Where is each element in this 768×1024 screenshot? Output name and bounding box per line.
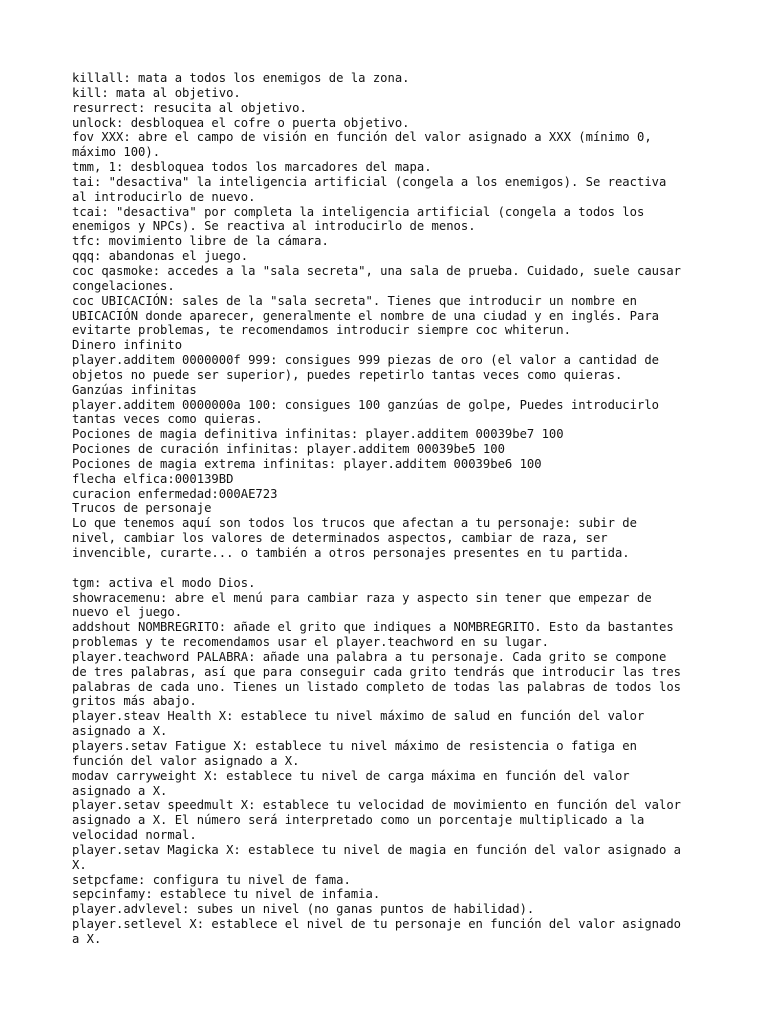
- text-line: addshout NOMBREGRITO: añade el grito que indiques a NOMBREGRITO. Esto da bastantes: [72, 620, 674, 635]
- text-line: enemigos y NPCs). Se reactiva al introducirlo de menos.: [72, 219, 476, 234]
- text-line: player.setav speedmult X: establece tu velocidad de movimiento en función del valor: [72, 798, 682, 813]
- text-line: setpcfame: configura tu nivel de fama.: [72, 872, 351, 887]
- text-line: unlock: desbloquea el cofre o puerta objetivo.: [72, 115, 410, 130]
- text-line: invencible, curarte... o también a otros personajes presentes en tu partida.: [72, 546, 630, 560]
- text-line: Pociones de curación infinitas: player.additem 00039be5 100: [72, 442, 505, 457]
- text-line: player.steav Health X: establece tu nivel máximo de salud en función del valor: [72, 709, 645, 724]
- text-line: máximo 100).: [72, 145, 161, 160]
- text-line: X.: [72, 857, 87, 872]
- text-line: player.additem 0000000f 999: consigues 999 piezas de oro (el valor a cantidad de: [72, 353, 659, 368]
- text-line: modav carryweight X: establece tu nivel de carga máxima en función del valor: [72, 768, 630, 783]
- text-line: player.additem 0000000a 100: consigues 100 ganzúas de golpe, Puedes introducirlo: [72, 397, 659, 412]
- section-heading: Dinero infinito: [72, 338, 183, 353]
- text-line: killall: mata a todos los enemigos de la zona.: [72, 71, 410, 85]
- text-line: Pociones de magia definitiva infinitas: player.additem 00039be7 100: [72, 427, 564, 442]
- text-line: fov XXX: abre el campo de visión en función del valor asignado a XXX (mínimo 0,: [72, 130, 652, 145]
- text-line: a X.: [72, 931, 102, 946]
- text-line: kill: mata al objetivo.: [72, 85, 241, 100]
- text-line: UBICACIÓN donde aparecer, generalmente el nombre de una ciudad y en inglés. Para: [72, 308, 659, 323]
- text-line: asignado a X.: [72, 783, 168, 798]
- text-line: velocidad normal.: [72, 828, 197, 843]
- text-line: qqq: abandonas el juego.: [72, 249, 249, 264]
- text-line: players.setav Fatigue X: establece tu nivel máximo de resistencia o fatiga en: [72, 738, 637, 753]
- section-heading: Ganzúas infinitas: [72, 382, 197, 397]
- text-line: tfc: movimiento libre de la cámara.: [72, 234, 329, 249]
- document-page: [72, 71, 702, 947]
- blank-line: [72, 561, 702, 576]
- text-line: evitarte problemas, te recomendamos introducir siempre coc whiterun.: [72, 323, 571, 338]
- text-line: tgm: activa el modo Dios.: [72, 575, 256, 590]
- text-line: asignado a X.: [72, 724, 168, 739]
- text-line: función del valor asignado a X.: [72, 753, 300, 768]
- text-line: de tres palabras, así que para conseguir cada grito tendrás que introducir las tres: [72, 664, 682, 679]
- text-line: al introducirlo de nuevo.: [72, 189, 256, 204]
- text-line: gritos más abajo.: [72, 694, 197, 709]
- text-line: asignado a X. El número será interpretado como un porcentaje multiplicado a la: [72, 813, 645, 828]
- text-line: sepcinfamy: establece tu nivel de infamia.: [72, 887, 381, 902]
- text-line: congelaciones.: [72, 278, 175, 293]
- text-line: problemas y te recomendamos usar el player.teachword en su lugar.: [72, 635, 549, 650]
- text-line: player.advlevel: subes un nivel (no ganas puntos de habilidad).: [72, 902, 535, 917]
- text-line: flecha elfica:000139BD: [72, 471, 234, 486]
- text-line: player.setlevel X: establece el nivel de tu personaje en función del valor asignado: [72, 917, 682, 932]
- text-line: palabras de cada uno. Tienes un listado completo de todas las palabras de todos los: [72, 679, 682, 694]
- text-line: resurrect: resucita al objetivo.: [72, 100, 307, 115]
- text-line: nivel, cambiar los valores de determinados aspectos, cambiar de raza, ser: [72, 531, 608, 546]
- text-line: tai: "desactiva" la inteligencia artificial (congela a los enemigos). Se reactiva: [72, 174, 667, 189]
- text-line: coc qasmoke: accedes a la "sala secreta", una sala de prueba. Cuidado, suele causar: [72, 263, 682, 278]
- text-line: showracemenu: abre el menú para cambiar raza y aspecto sin tener que empezar de: [72, 590, 652, 605]
- text-line: curacion enfermedad:000AE723: [72, 486, 278, 501]
- text-line: tantas veces como quieras.: [72, 412, 263, 427]
- section-heading: Trucos de personaje: [72, 501, 212, 516]
- text-line: Pociones de magia extrema infinitas: player.additem 00039be6 100: [72, 456, 542, 471]
- text-line: Lo que tenemos aquí son todos los trucos que afectan a tu personaje: subir de: [72, 516, 637, 531]
- text-line: coc UBICACIÓN: sales de la "sala secreta". Tienes que introducir un nombre en: [72, 293, 637, 308]
- text-line: player.setav Magicka X: establece tu nivel de magia en función del valor asignado a: [72, 842, 682, 857]
- text-line: nuevo el juego.: [72, 605, 183, 620]
- text-line: objetos no puede ser superior), puedes repetirlo tantas veces como quieras.: [72, 367, 623, 382]
- text-line: tcai: "desactiva" por completa la inteligencia artificial (congela a todos los: [72, 204, 645, 219]
- text-line: player.teachword PALABRA: añade una palabra a tu personaje. Cada grito se compone: [72, 649, 667, 664]
- text-line: tmm, 1: desbloquea todos los marcadores del mapa.: [72, 160, 432, 175]
